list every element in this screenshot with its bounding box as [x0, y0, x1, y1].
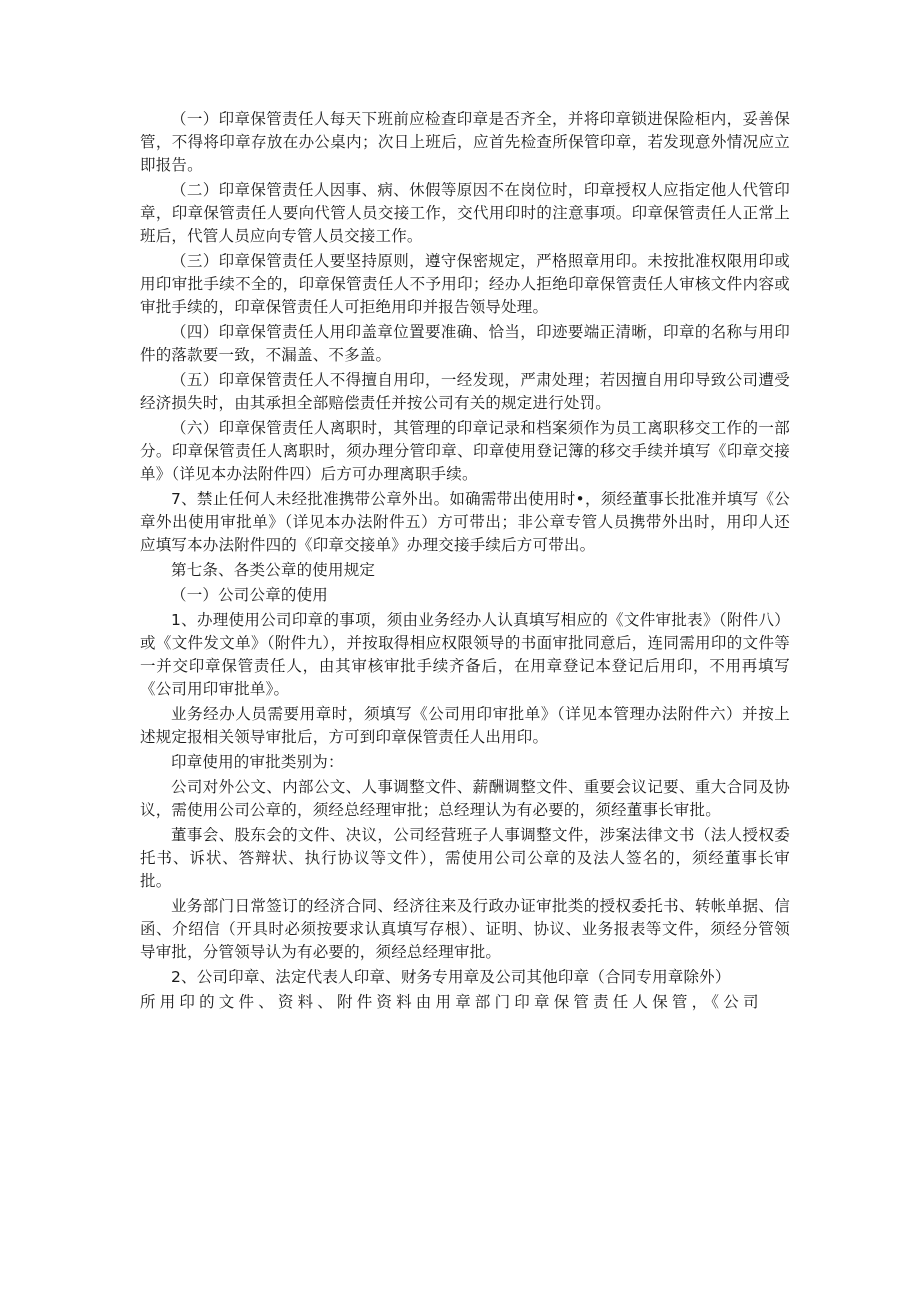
paragraph-approval-department-lead: 业务部门日常签订的经济合同、经济往来及行政办证审批类的授权委托书、转帐单据、信函、介绍信（开具时必须按要求认真填写存根）、证明、协议、业务报表等文件，须经分管领导审批，分管领导认为有必要的，须经总经理审批。: [140, 897, 790, 961]
paragraph-seal-application-procedure: 1、办理使用公司印章的事项，须由业务经办人认真填写相应的《文件审批表》（附件八）或《文件发文单》（附件九），并按取得相应权限领导的书面审批同意后，连同需用印的文件等一并交印章保管责任人，由其审核审批手续齐备后，在用章登记本登记后用印，不用再填写《公司用印审批单》。: [140, 611, 790, 698]
paragraph-seal-resignation-handover: （六）印章保管责任人离职时，其管理的印章记录和档案须作为员工离职移交工作的一部分。印章保管责任人离职时，须办理分管印章、印章使用登记簿的移交手续并填写《印章交接单》（详见本办法附件四）后方可办理离职手续。: [140, 419, 790, 483]
paragraph-approval-categories-intro: 印章使用的审批类别为：: [171, 753, 344, 771]
paragraph-other-seals-line-2: 所用印的文件、资料、附件资料由用章部门印章保管责任人保管，《公司: [140, 993, 763, 1011]
paragraph-seal-unauthorized-use: （五）印章保管责任人不得擅自用印，一经发现，严肃处理；若因擅自用印导致公司遭受经济损失时，由其承担全部赔偿责任并按公司有关的规定进行处罚。: [140, 371, 790, 412]
article-seven-heading: 第七条、各类公章的使用规定: [171, 561, 376, 579]
paragraph-seal-substitute-custody: （二）印章保管责任人因事、病、休假等原因不在岗位时，印章授权人应指定他人代管印章，印章保管责任人要向代管人员交接工作，交代用印时的注意事项。印章保管责任人正常上班后，代管人员应向专管人员交接工作。: [140, 181, 790, 245]
paragraph-seal-stamping-position: （四）印章保管责任人用印盖章位置要准确、恰当，印迹要端正清晰，印章的名称与用印件的落款要一致，不漏盖、不多盖。: [140, 323, 790, 364]
paragraph-seal-daily-check: （一）印章保管责任人每天下班前应检查印章是否齐全，并将印章锁进保险柜内，妥善保管，不得将印章存放在办公桌内；次日上班后，应首先检查所保管印章，若发现意外情况应立即报告。: [140, 110, 790, 174]
paragraph-approval-chairman: 董事会、股东会的文件、决议，公司经营班子人事调整文件，涉案法律文书（法人授权委托书、诉状、答辩状、执行协议等文件），需使用公司公章的及法人签名的，须经董事长审批。: [140, 826, 790, 890]
paragraph-approval-general-manager: 公司对外公文、内部公文、人事调整文件、薪酬调整文件、重要会议记要、重大合同及协议，需使用公司公章的，须经总经理审批；总经理认为有必要的，须经董事长审批。: [140, 778, 790, 819]
paragraph-seal-principles: （三）印章保管责任人要坚持原则，遵守保密规定，严格照章用印。未按批准权限用印或用印审批手续不全的，印章保管责任人不予用印；经办人拒绝印章保管责任人审核文件内容或审批手续的，印章保管责任人可拒绝用印并报告领导处理。: [140, 252, 790, 316]
paragraph-seal-approval-form: 业务经办人员需要用章时，须填写《公司用印审批单》（详见本管理办法附件六）并按上述规定报相关领导审批后，方可到印章保管责任人出用印。: [140, 705, 790, 746]
paragraph-other-seals-line-1: 2、公司印章、法定代表人印章、财务专用章及公司其他印章（合同专用章除外）: [171, 968, 731, 986]
paragraph-seal-take-out-rule: 7、禁止任何人未经批准携带公章外出。如确需带出使用时•，须经董事长批准并填写《公章外出使用审批单》（详见本办法附件五）方可带出；非公章专管人员携带外出时，用印人还应填写本办法附件四的《印章交接单》办理交接手续后方可带出。: [140, 490, 790, 554]
document-body: [140, 108, 790, 1016]
section-company-seal-heading: （一）公司公章的使用: [171, 586, 329, 604]
